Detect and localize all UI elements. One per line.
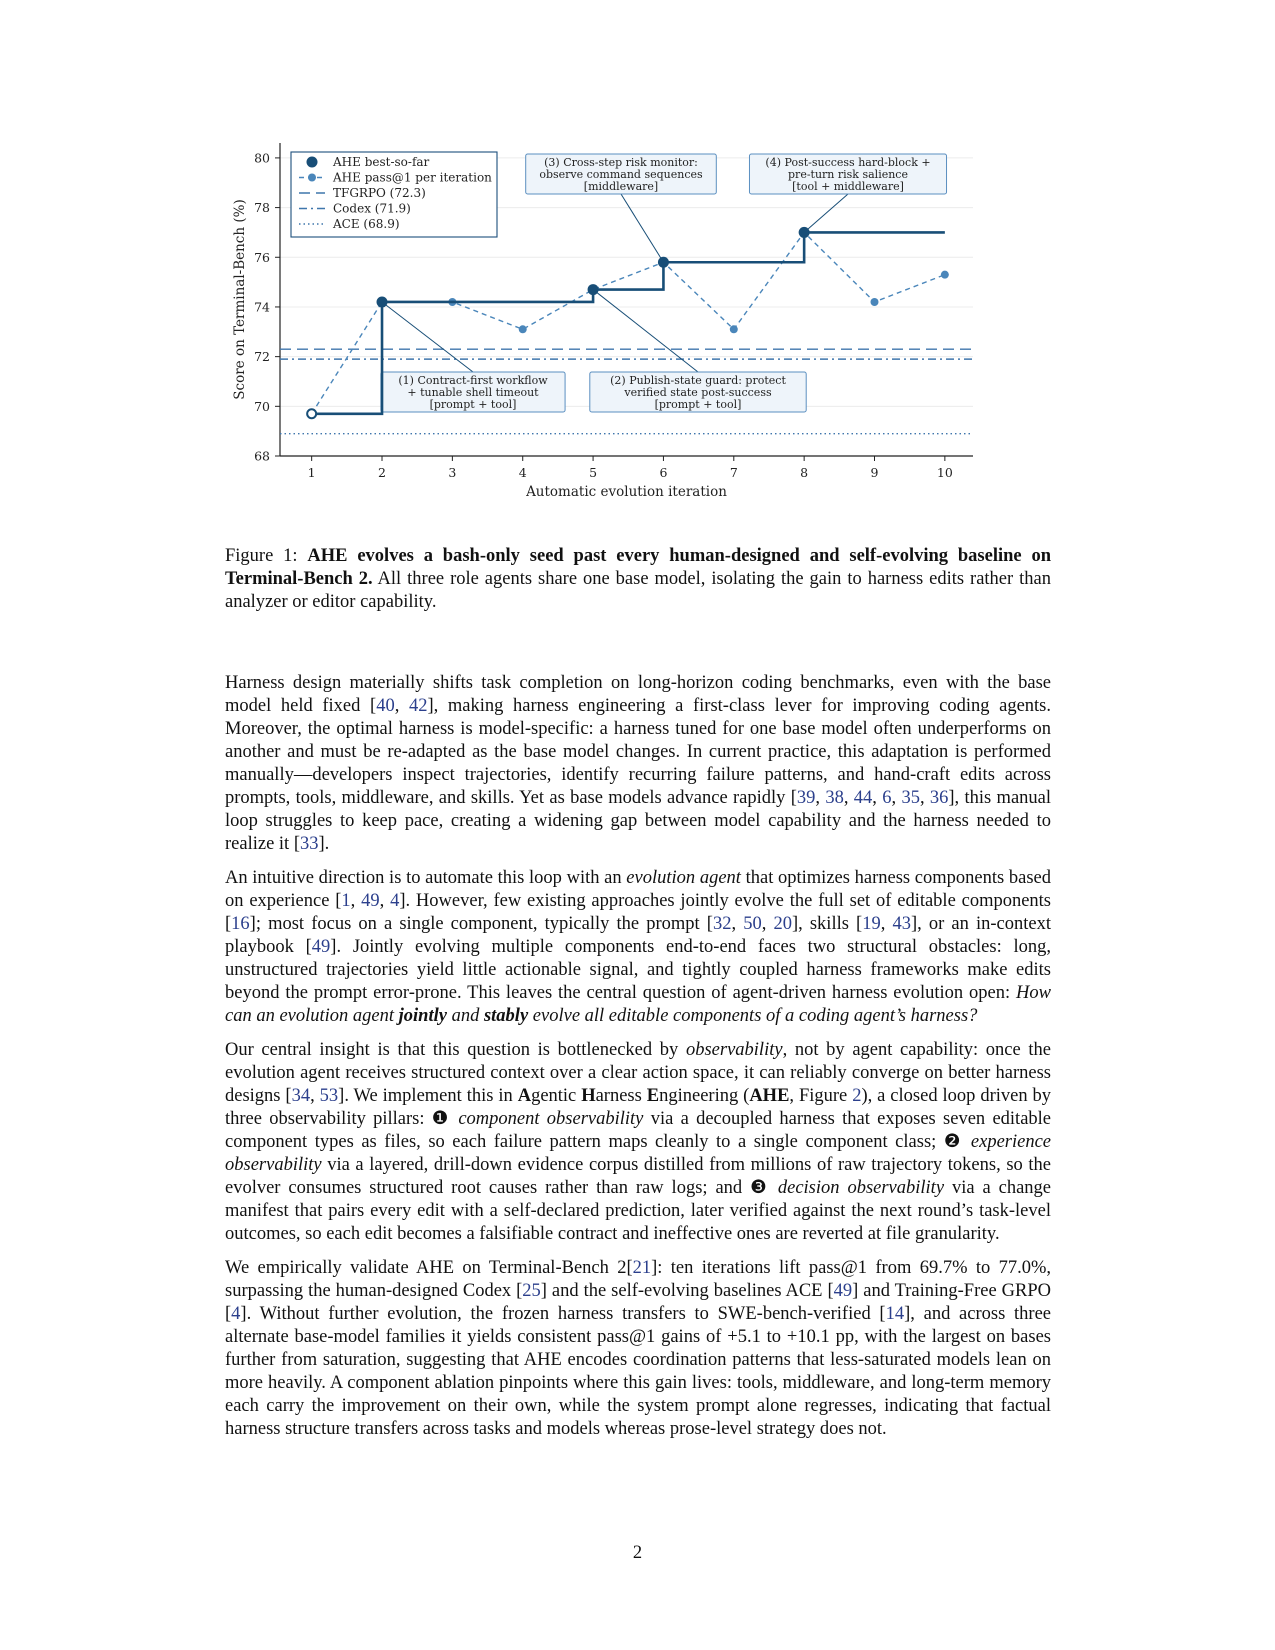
x-tick-label: 10 <box>936 465 953 480</box>
pass-at-1-point <box>519 325 527 333</box>
y-tick-label: 72 <box>254 349 270 365</box>
paragraph-3: Our central insight is that this question is bottlenecked by observability, not by agent capability: once the evolution agent receives structured context over a clear action space, it can reliably converge on better harness designs [34, 53]. We implement this in Agentic Harness Engineering (AHE, Figure 2), a closed loop driven by three observability pillars: ❶ component observability via a decoupled harness that exposes seven editable component types as files, so each failure pattern maps cleanly to a single component class; ❷ experience observability via a layered, drill-down evidence corpus distilled from millions of raw trajectory tokens, so the evolver consumes structured root causes rather than raw logs; and ❸ decision observability via a change manifest that pairs every edit with a self-declared prediction, later verified against the next round’s task-level outcomes, so each edit becomes a falsifiable contract and ineffective ones are reverted at file granularity. <box>225 1040 1052 1244</box>
annotation-text: [tool + middleware] <box>792 180 904 193</box>
annotation-text: pre-turn risk salience <box>788 168 908 181</box>
y-tick-label: 68 <box>254 448 270 464</box>
annotation-text: [prompt + tool] <box>429 398 517 411</box>
annotation-text: observe command sequences <box>539 168 703 181</box>
legend-label: AHE best-so-far <box>333 155 430 169</box>
annotation-text: (3) Cross-step risk monitor: <box>544 156 698 169</box>
annotation-text: verified state post-success <box>624 386 772 399</box>
body-text <box>225 672 1051 1452</box>
x-tick-label: 9 <box>870 465 879 480</box>
best-so-far-point <box>799 227 810 238</box>
x-tick-label: 5 <box>589 465 598 480</box>
evolution-chart <box>225 140 1045 540</box>
x-tick-label: 8 <box>800 465 809 480</box>
y-tick-label: 80 <box>254 150 270 166</box>
legend-marker <box>307 157 318 168</box>
x-tick-label: 7 <box>729 465 738 480</box>
paragraph-4: We empirically validate AHE on Terminal-Bench 2[21]: ten iterations lift pass@1 from 69.7% to 77.0%, surpassing the human-designed Codex [25] and the self-evolving baselines ACE [49] and Training-Free GRPO [4]. Without further evolution, the frozen harness transfers to SWE-bench-verified [14], and across three alternate base-model families it yields consistent pass@1 gains of +5.1 to +10.1 pp, with the largest on bases further from saturation, suggesting that AHE encodes coordination patterns that less-saturated models lean on more heavily. A component ablation pinpoints where this gain lives: tools, middleware, and long-term memory each carry the improvement on their own, while the system prompt alone regresses, indicating that factual harness structure transfers across tasks and models whereas prose-level strategy does not. <box>225 1258 1051 1439</box>
figure-caption <box>225 545 1051 614</box>
caption-label: Figure 1: <box>225 546 308 566</box>
x-tick-label: 3 <box>448 465 457 480</box>
legend-label: ACE (68.9) <box>333 217 400 231</box>
annotation-leader <box>382 302 473 372</box>
best-so-far-point <box>658 257 669 268</box>
x-axis-label: Automatic evolution iteration <box>526 484 727 500</box>
x-tick-label: 4 <box>518 465 527 480</box>
annotation-text: (4) Post-success hard-block + <box>765 156 931 169</box>
legend-label: Codex (71.9) <box>333 201 411 216</box>
figure-1 <box>225 140 1045 540</box>
y-tick-label: 76 <box>254 249 270 265</box>
y-axis-label: Score on Terminal-Bench (%) <box>232 199 248 400</box>
annotation-text: [middleware] <box>583 180 659 193</box>
annotation-leader <box>804 194 848 232</box>
y-tick-label: 78 <box>254 200 270 216</box>
legend-label: TFGRPO (72.3) <box>333 186 426 200</box>
x-tick-label: 2 <box>378 465 386 480</box>
best-so-far-point <box>588 284 599 295</box>
seed-point <box>307 409 316 418</box>
annotation-text: + tunable shell timeout <box>407 386 539 399</box>
annotation-leader <box>621 194 663 262</box>
caption-bold: AHE evolves a bash-only seed past every human-designed and self-evolving baseline on Terminal-Bench 2. <box>225 546 1051 589</box>
paragraph-2: An intuitive direction is to automate this loop with an evolution agent that optimizes harness components based on experience [1, 49, 4]. However, few existing approaches jointly evolve the full set of editable components [16]; most focus on a single component, typically the prompt [32, 50, 20], skills [19, 43], or an in-context playbook [49]. Jointly evolving multiple components end-to-end faces two structural obstacles: long, unstructured trajectories yield little actionable signal, and tightly coupled harness frameworks make edits beyond the prompt error-prone. This leaves the central question of agent-driven harness evolution open: How can an evolution agent jointly and stably evolve all editable components of a coding agent’s harness? <box>225 868 1052 1026</box>
annotation-text: [prompt + tool] <box>654 398 742 411</box>
x-tick-label: 1 <box>307 465 316 480</box>
annotation-text: (1) Contract-first workflow <box>398 374 548 387</box>
page-number: 2 <box>632 1543 643 1563</box>
legend-label: AHE pass@1 per iteration <box>333 170 492 185</box>
y-tick-label: 70 <box>254 398 270 414</box>
pass-at-1-point <box>941 271 949 279</box>
x-tick-label: 6 <box>659 465 668 480</box>
pass-at-1-point <box>871 298 879 306</box>
y-tick-label: 74 <box>254 299 270 315</box>
paragraph-1: Harness design materially shifts task completion on long-horizon coding benchmarks, even with the base model held fixed [40, 42], making harness engineering a first-class lever for improving coding agents. Moreover, the optimal harness is model-specific: a harness tuned for one base model often underperforms on another and must be re-adapted as the base model changes. In current practice, this adaptation is performed manually—developers inspect trajectories, identify recurring failure patterns, and hand-craft edits across prompts, tools, middleware, and skills. Yet as base models advance rapidly [39, 38, 44, 6, 35, 36], this manual loop struggles to keep pace, creating a widening gap between model capability and the harness needed to realize it [33]. <box>225 673 1052 854</box>
caption-rest: All three role agents share one base model, isolating the gain to harness edits rather than analyzer or editor capability. <box>225 569 1051 612</box>
pass-at-1-point <box>730 325 738 333</box>
annotation-text: (2) Publish-state guard: protect <box>610 374 786 387</box>
legend-marker <box>308 174 316 182</box>
best-so-far-point <box>377 296 388 307</box>
